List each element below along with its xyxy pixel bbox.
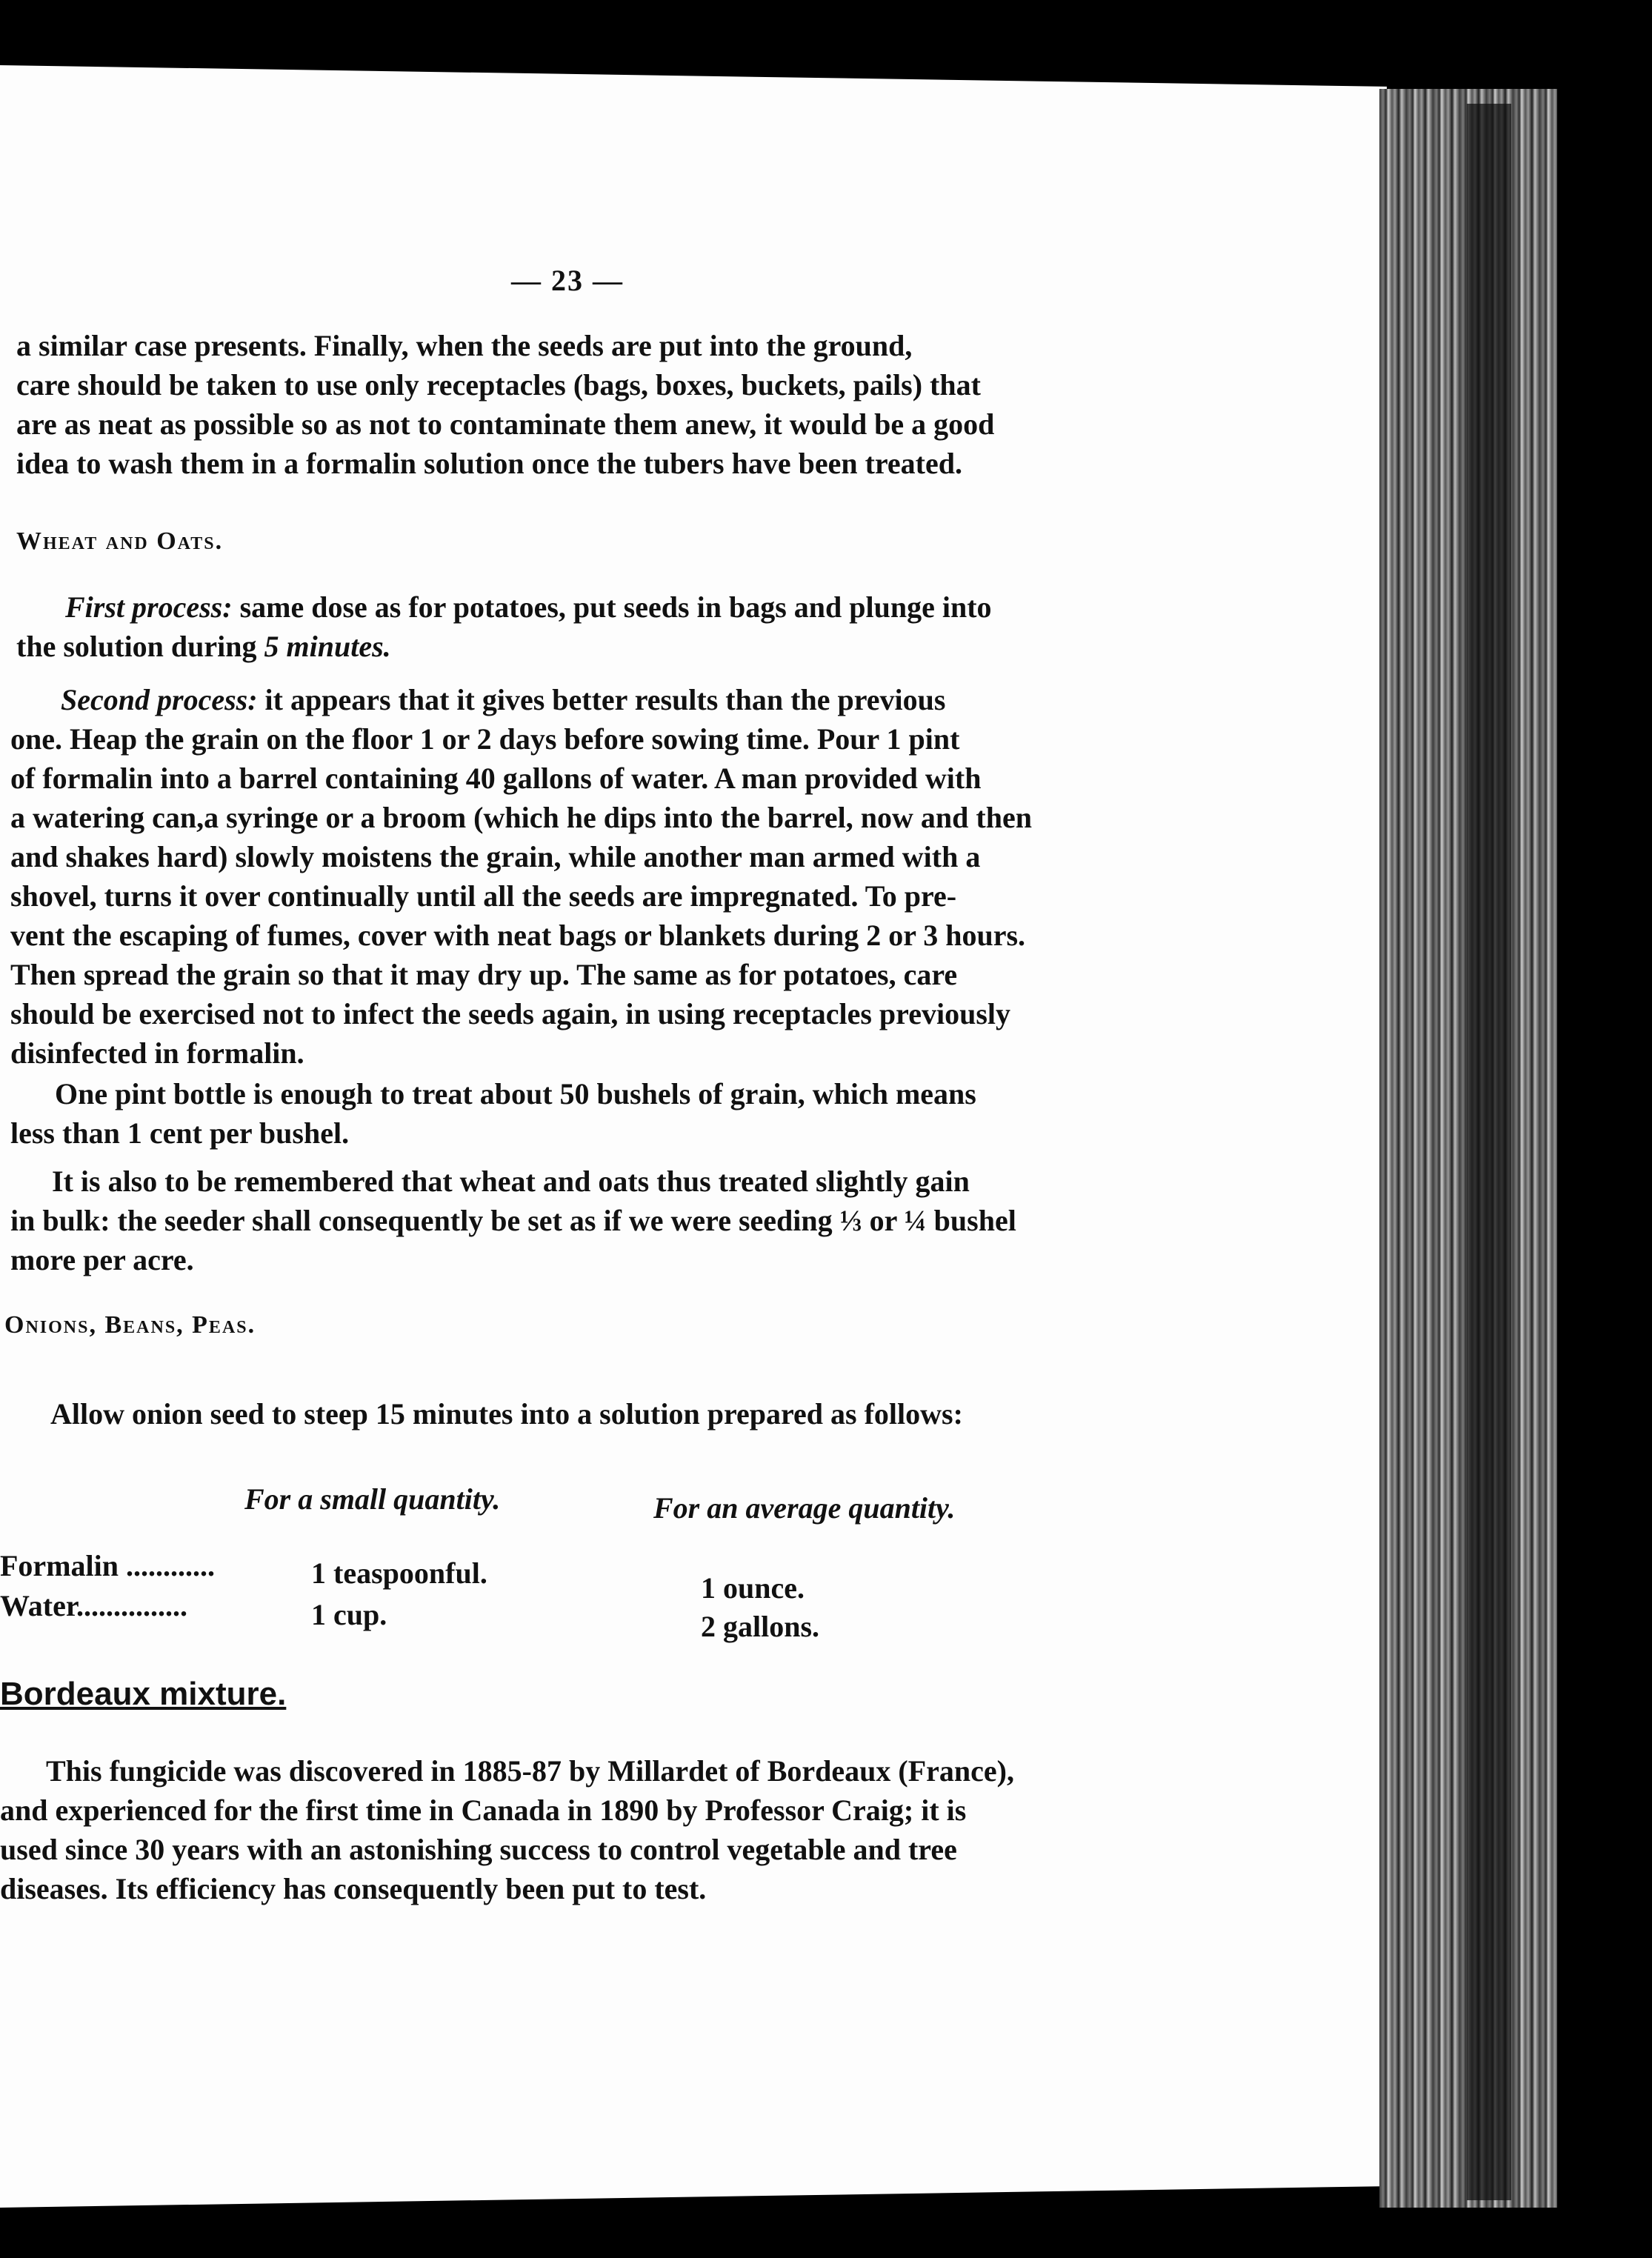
recipe-row-small: 1 teaspoonful.	[311, 1556, 487, 1590]
second-process-line	[61, 680, 945, 719]
section-heading-bordeaux: Bordeaux mixture.	[0, 1676, 287, 1712]
second-process-line: should be exercised not to infect the seeds again, in using receptacles previously	[10, 997, 1010, 1030]
bordeaux-line: and experienced for the first time in Canada in 1890 by Professor Craig; it is	[0, 1794, 967, 1827]
section-heading-wheat-oats: Wheat and Oats.	[16, 527, 224, 555]
second-process-line: vent the escaping of fumes, cover with neat bags or blankets during 2 or 3 hours.	[10, 919, 1026, 952]
second-process-paragraph	[10, 719, 1032, 1073]
intro-line: a similar case presents. Finally, when the seeds are put into the ground,	[16, 329, 913, 362]
recipe-row-label: Water...............	[0, 1589, 187, 1622]
section-heading-onions: Onions, Beans, Peas.	[4, 1311, 256, 1339]
recipe-row-average: 1 ounce.	[701, 1571, 805, 1605]
recipe-row-average: 2 gallons.	[701, 1610, 820, 1643]
column-heading-small: For a small quantity.	[244, 1482, 501, 1516]
onion-instruction: Allow onion seed to steep 15 minutes into a solution prepared as follows:	[50, 1397, 963, 1431]
first-process-label: First process:	[65, 590, 233, 624]
recipe-row-small: 1 cup.	[311, 1598, 387, 1631]
page-number: — 23 —	[511, 264, 624, 297]
intro-line: idea to wash them in a formalin solution once the tubers have been treated.	[16, 447, 962, 480]
bulk-line: It is also to be remembered that wheat and oats thus treated slightly gain	[52, 1165, 970, 1198]
second-process-line: and shakes hard) slowly moistens the grain, while another man armed with a	[10, 840, 981, 873]
first-process-text: same dose as for potatoes, put seeds in bags and plunge into	[232, 590, 992, 624]
bulk-line: more per acre.	[10, 1243, 194, 1276]
intro-line: care should be taken to use only receptacles (bags, boxes, buckets, pails) that	[16, 368, 981, 402]
bulk-paragraph	[10, 1162, 1016, 1279]
second-process-line: disinfected in formalin.	[10, 1036, 304, 1070]
intro-paragraph	[16, 326, 994, 483]
bottle-line: less than 1 cent per bushel.	[10, 1116, 350, 1150]
bulk-line: in bulk: the seeder shall consequently be set as if we were seeding ⅓ or ¼ bushel	[10, 1204, 1016, 1237]
bordeaux-line: used since 30 years with an astonishing success to control vegetable and tree	[0, 1833, 957, 1866]
second-process-line: shovel, turns it over continually until all the seeds are impregnated. To pre-	[10, 879, 957, 913]
bottle-line: One pint bottle is enough to treat about 50 bushels of grain, which means	[55, 1077, 976, 1110]
second-process-line: of formalin into a barrel containing 40 gallons of water. A man provided with	[10, 762, 982, 795]
bordeaux-line: diseases. Its efficiency has consequently been put to test.	[0, 1872, 707, 1905]
bottle-paragraph	[10, 1074, 976, 1153]
second-process-text: it appears that it gives better results than the previous	[257, 683, 946, 716]
second-process-label: Second process:	[61, 683, 258, 716]
first-process-duration: 5 minutes.	[264, 630, 391, 663]
first-process-text-2: the solution during	[16, 630, 264, 663]
intro-line: are as neat as possible so as not to contaminate them anew, it would be a good	[16, 407, 995, 441]
column-heading-average: For an average quantity.	[653, 1491, 956, 1525]
second-process-line: a watering can,a syringe or a broom (which he dips into the barrel, now and then	[10, 801, 1032, 834]
recipe-row-label: Formalin ............	[0, 1549, 215, 1582]
first-process-line-2	[16, 627, 391, 666]
second-process-line: one. Heap the grain on the floor 1 or 2 days before sowing time. Pour 1 pint	[10, 722, 960, 756]
bordeaux-line: This fungicide was discovered in 1885-87 by Millardet of Bordeaux (France),	[46, 1754, 1014, 1788]
bordeaux-paragraph	[0, 1751, 1014, 1908]
book-fore-edge-shadow	[1467, 104, 1511, 2200]
second-process-line: Then spread the grain so that it may dry up. The same as for potatoes, care	[10, 958, 958, 991]
first-process-line	[65, 587, 992, 627]
